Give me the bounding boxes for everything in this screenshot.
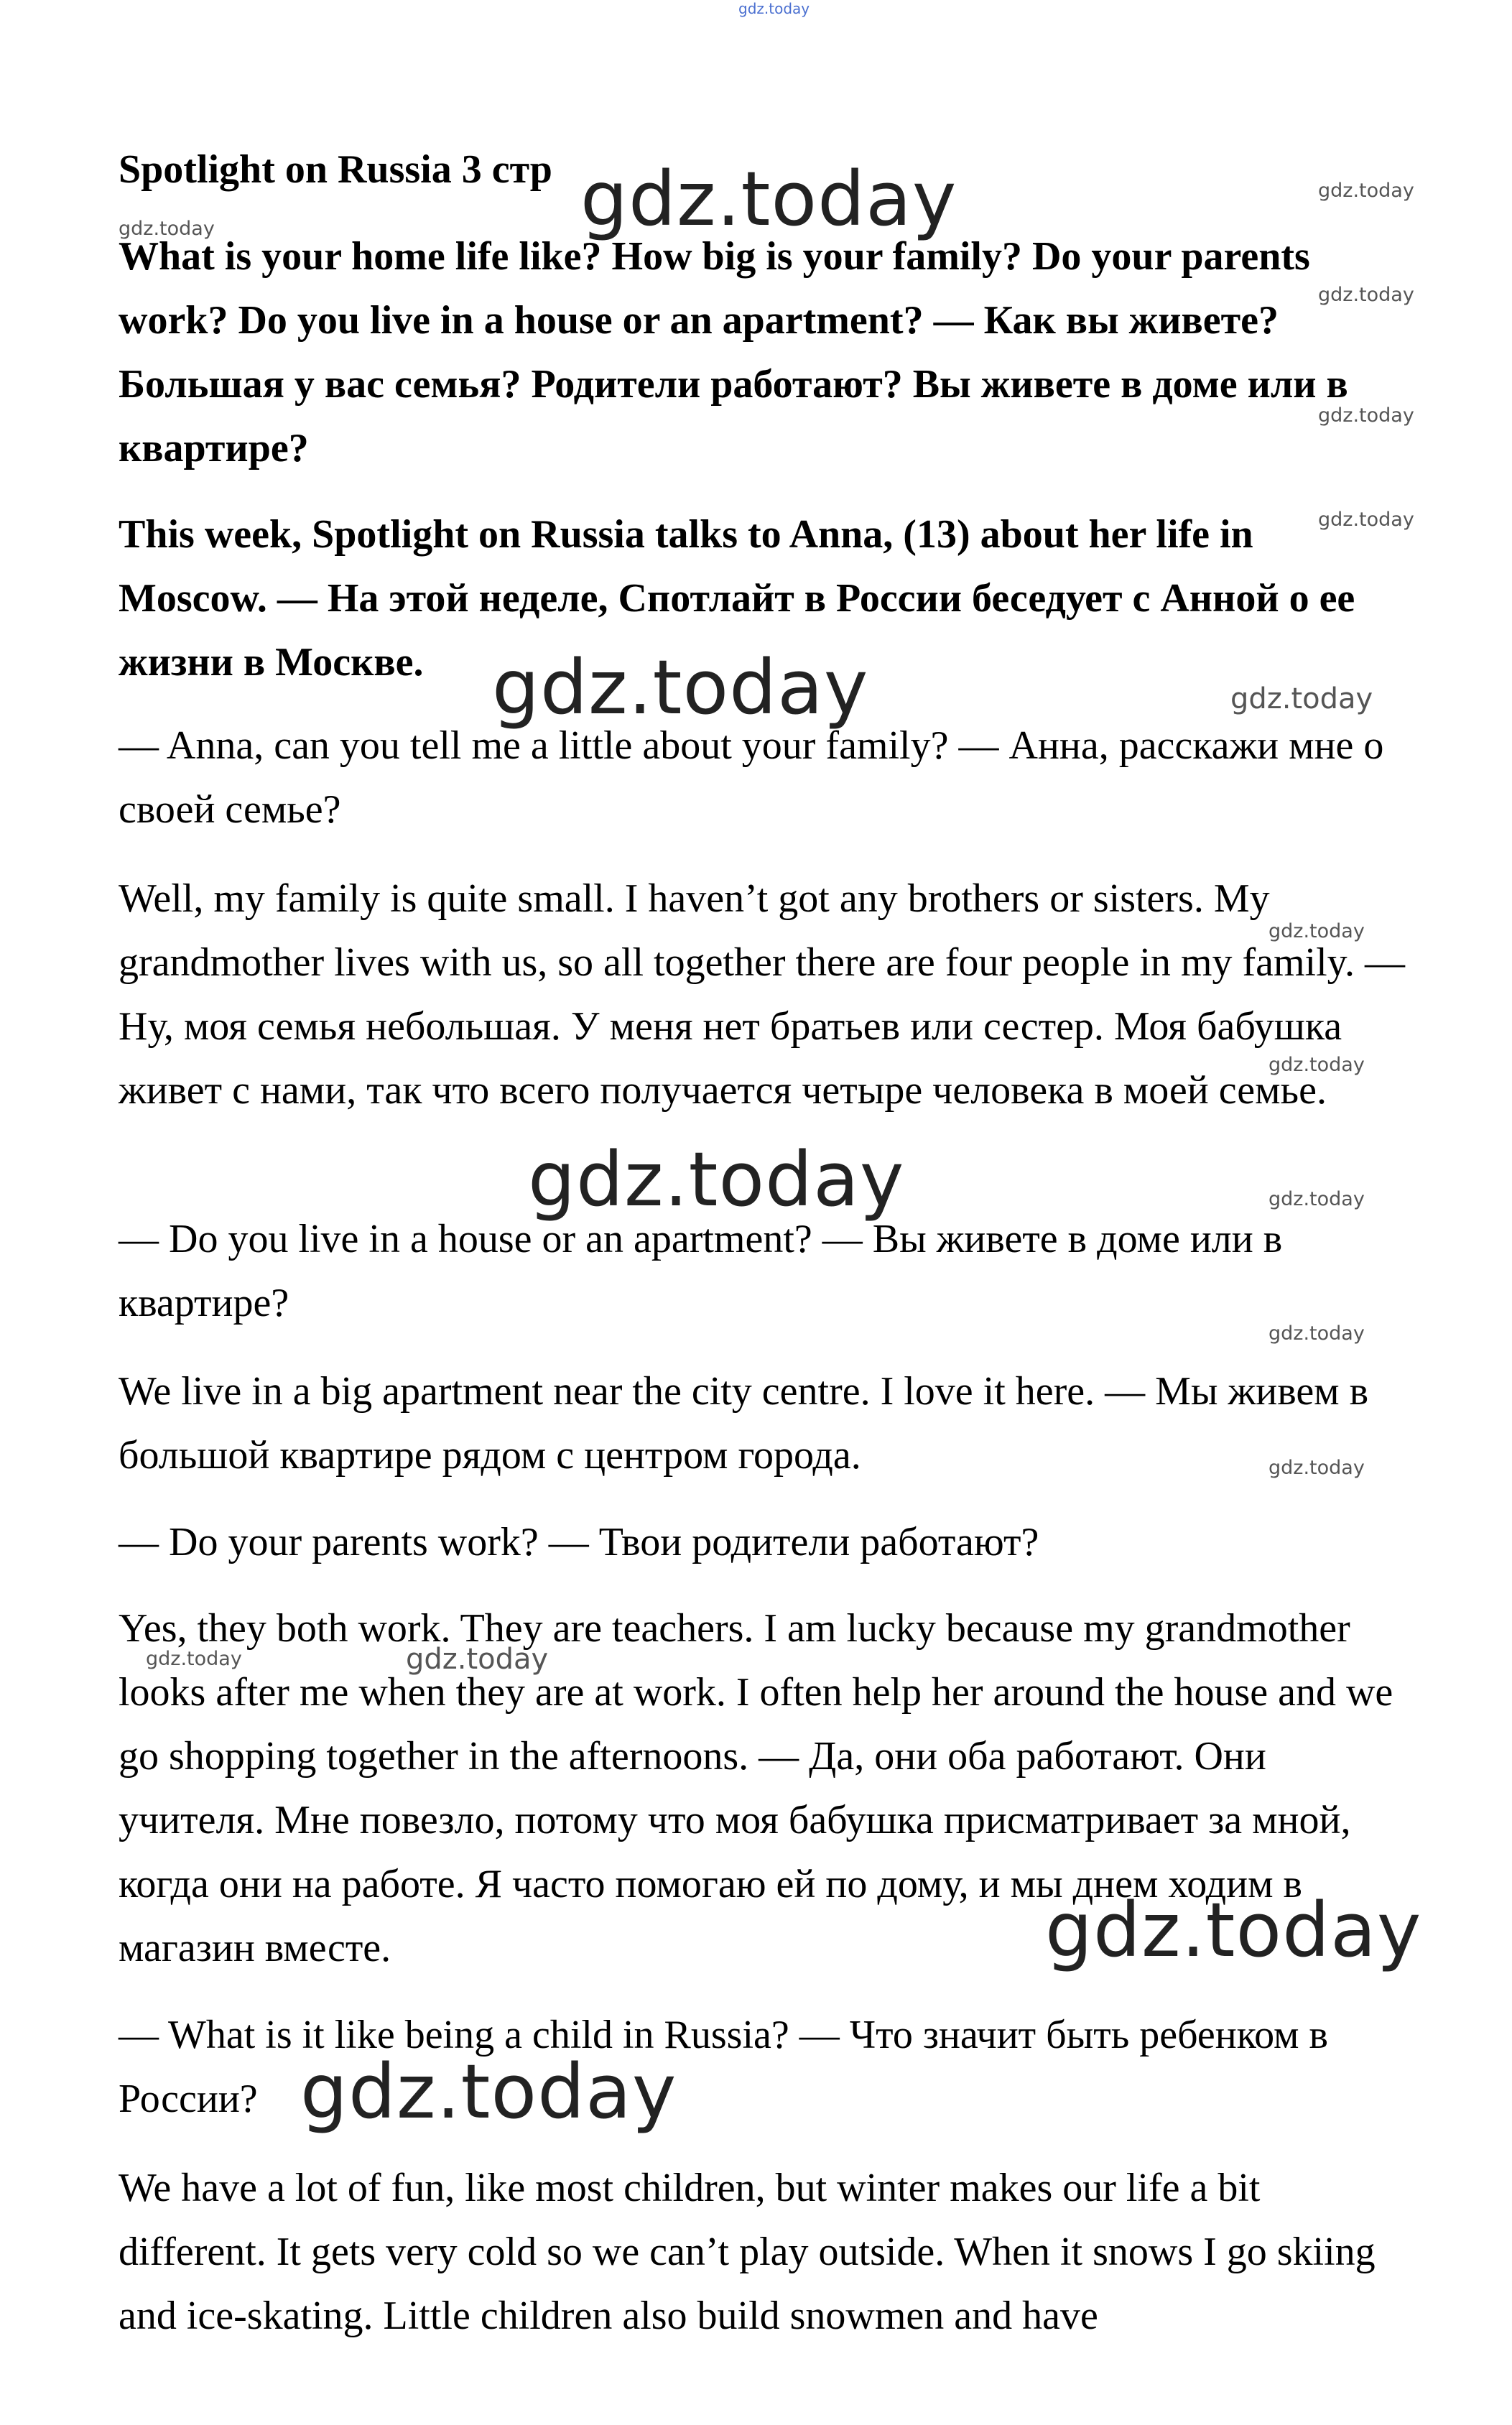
paragraph-question-family: — Anna, can you tell me a little about your family? — Анна, расскажи мне о своей семье?: [119, 723, 1384, 832]
watermark-top: gdz.today: [738, 0, 810, 17]
paragraph-answer-child: We have a lot of fun, like most children, but winter makes our life a bit different. It gets very cold so we can’t play outside. When it snows I go skiing and ice-skating. Little children also build snowmen and have: [119, 2166, 1376, 2338]
watermark-small-4: gdz.today: [1318, 404, 1414, 427]
watermark-small-12: gdz.today: [146, 1648, 242, 1670]
paragraph-intro: What is your home life like? How big is your family? Do your parents work? Do you live in a house or an apartment? — Как вы живете? Большая у вас семья? Родители работают? Вы живете в доме или в квартире?: [119, 234, 1348, 470]
watermark-large-2: gdz.today: [492, 644, 869, 731]
watermark-large-4: gdz.today: [1045, 1886, 1422, 1974]
watermark-small-6: gdz.today: [1230, 682, 1373, 715]
paragraph-answer-parents: Yes, they both work. They are teachers. I am lucky because my grandmother looks after me when they are at work. I often help her around the house and we go shopping together in the afternoons. — Да, они оба работают. Они учителя. Мне повезло, потому что моя бабушка присматривает за мной, когда они на работе. Я часто помогаю ей по дому, и мы днем ходим в магазин вместе.: [119, 1606, 1393, 1970]
paragraph-this-week: This week, Spotlight on Russia talks to Anna, (13) about her life in Moscow. — На этой неделе, Спотлайт в России беседует с Анной о ее жизни в Москве.: [119, 512, 1355, 685]
watermark-small-7: gdz.today: [1268, 920, 1365, 942]
watermark-large-5: gdz.today: [300, 2048, 677, 2136]
watermark-small-3: gdz.today: [1318, 284, 1414, 306]
watermark-large-1: gdz.today: [580, 155, 957, 243]
watermark-small-10: gdz.today: [1268, 1322, 1365, 1345]
watermark-small-8: gdz.today: [1268, 1054, 1365, 1076]
paragraph-answer-family: Well, my family is quite small. I haven’t got any brothers or sisters. My grandmother lives with us, so all together there are four people in my family. — Ну, моя семья небольшая. У меня нет братьев или сестер. Моя бабушка живет с нами, так что всего получается четыре человека в моей семье.: [119, 876, 1405, 1113]
watermark-small-9: gdz.today: [1268, 1188, 1365, 1210]
watermark-small-5: gdz.today: [1318, 509, 1414, 531]
watermark-small-2: gdz.today: [119, 218, 215, 240]
paragraph-question-child: — What is it like being a child in Russia? — Что значит быть ребенком в России?: [119, 2013, 1328, 2121]
watermark-small-11: gdz.today: [1268, 1457, 1365, 1479]
paragraph-question-parents: — Do your parents work? — Твои родители работают?: [119, 1520, 1039, 1564]
paragraph-answer-house: We live in a big apartment near the city centre. I love it here. — Мы живем в большой квартире рядом с центром города.: [119, 1369, 1369, 1478]
watermark-small-13: gdz.today: [406, 1643, 549, 1676]
watermark-small-1: gdz.today: [1318, 180, 1414, 202]
watermark-large-3: gdz.today: [528, 1136, 905, 1223]
paragraph-question-house: — Do you live in a house or an apartment? — Вы живете в доме или в квартире?: [119, 1217, 1283, 1325]
page-title: Spotlight on Russia 3 стр: [119, 147, 552, 192]
